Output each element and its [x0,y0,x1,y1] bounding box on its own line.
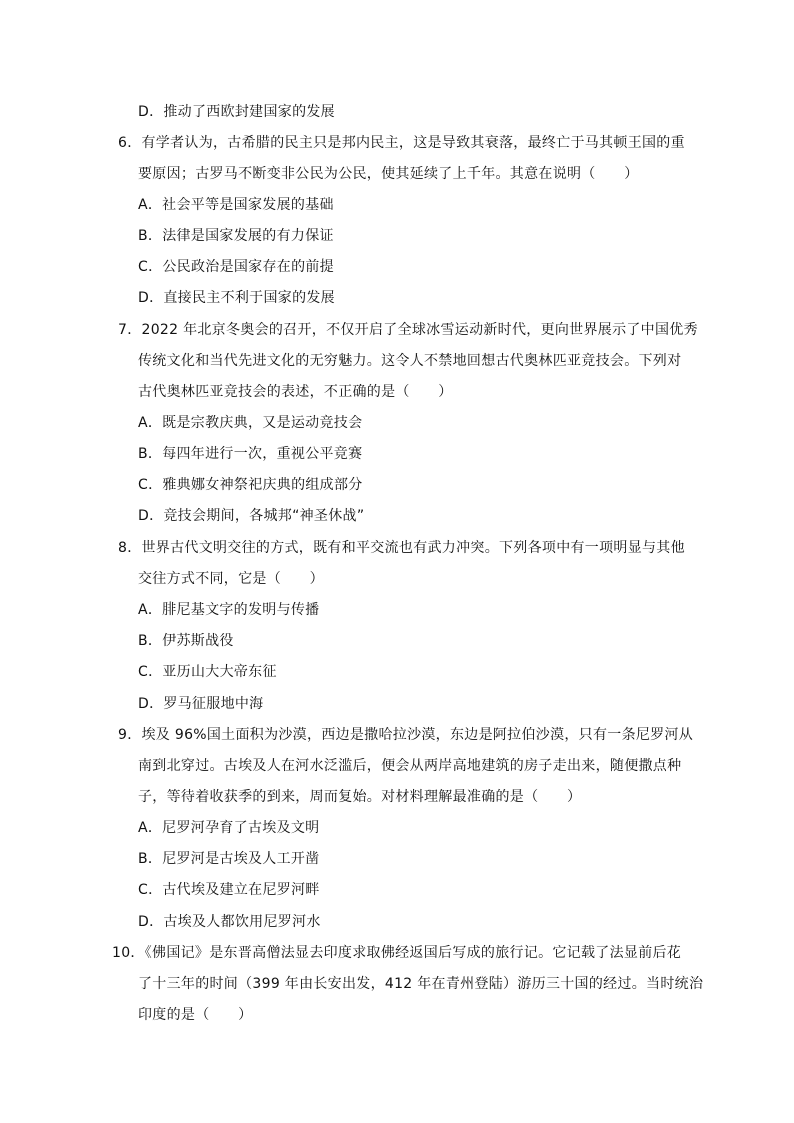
q7-stem-line-2: 传统文化和当代先进文化的无穷魅力。这令人不禁地回想古代奥林匹亚竞技会。下列对 [138,353,682,369]
q5-option-d: D．推动了西欧封建国家的发展 [138,104,335,120]
q6-option-c: C．公民政治是国家存在的前提 [138,259,334,275]
q8-stem-line-2: 交往方式不同，它是（ ） [138,571,324,587]
q8-option-a: A．腓尼基文字的发明与传播 [138,602,320,618]
q9-stem-line-2: 南到北穿过。古埃及人在河水泛滥后，便会从两岸高地建筑的房子走出来，随便撒点种 [138,758,682,774]
q10-stem-line-3: 印度的是（ ） [138,1007,253,1023]
q9-option-c: C．古代埃及建立在尼罗河畔 [138,882,320,898]
q7-option-a: A．既是宗教庆典，又是运动竞技会 [138,415,363,431]
q8-option-c: C．亚历山大大帝东征 [138,664,277,680]
q7-option-b: B．每四年进行一次，重视公平竞赛 [138,446,363,462]
q7-option-c: C．雅典娜女神祭祀庆典的组成部分 [138,477,363,493]
q10-stem-line-1: 10．《佛国记》是东晋高僧法显去印度求取佛经返国后写成的旅行记。它记载了法显前后花 [112,945,682,961]
q6-option-d: D．直接民主不利于国家的发展 [138,290,335,306]
q8-option-b: B．伊苏斯战役 [138,633,234,649]
q9-option-b: B．尼罗河是古埃及人工开凿 [138,851,320,867]
q6-stem-line-1: 6．有学者认为，古希腊的民主只是邦内民主，这是导致其衰落，最终亡于马其顿王国的重 [118,135,685,151]
q9-stem-line-1: 9．埃及 96%国土面积为沙漠，西边是撒哈拉沙漠，东边是阿拉伯沙漠，只有一条尼罗河从 [118,727,694,743]
q8-option-d: D．罗马征服地中海 [138,696,264,712]
q9-stem-line-3: 子，等待着收获季的到来，周而复始。对材料理解最准确的是（ ） [138,789,582,805]
q7-stem-line-3: 古代奥林匹亚竞技会的表述，不正确的是（ ） [138,384,453,400]
q6-option-a: A．社会平等是国家发展的基础 [138,197,334,213]
q8-stem-line-1: 8．世界古代文明交往的方式，既有和平交流也有武力冲突。下列各项中有一项明显与其他 [118,540,685,556]
q7-stem-line-1: 7．2022 年北京冬奥会的召开，不仅开启了全球冰雪运动新时代，更向世界展示了中国优秀 [118,322,698,338]
q6-stem-line-2: 要原因；古罗马不断变非公民为公民，使其延续了上千年。其意在说明（ ） [138,166,639,182]
q6-option-b: B．法律是国家发展的有力保证 [138,228,334,244]
q10-stem-line-2: 了十三年的时间（399 年由长安出发，412 年在青州登陆）游历三十国的经过。当时统治 [138,976,704,992]
q9-option-a: A．尼罗河孕育了古埃及文明 [138,820,320,836]
q7-option-d: D．竞技会期间，各城邦“神圣休战” [138,508,365,524]
q9-option-d: D．古埃及人都饮用尼罗河水 [138,914,321,930]
